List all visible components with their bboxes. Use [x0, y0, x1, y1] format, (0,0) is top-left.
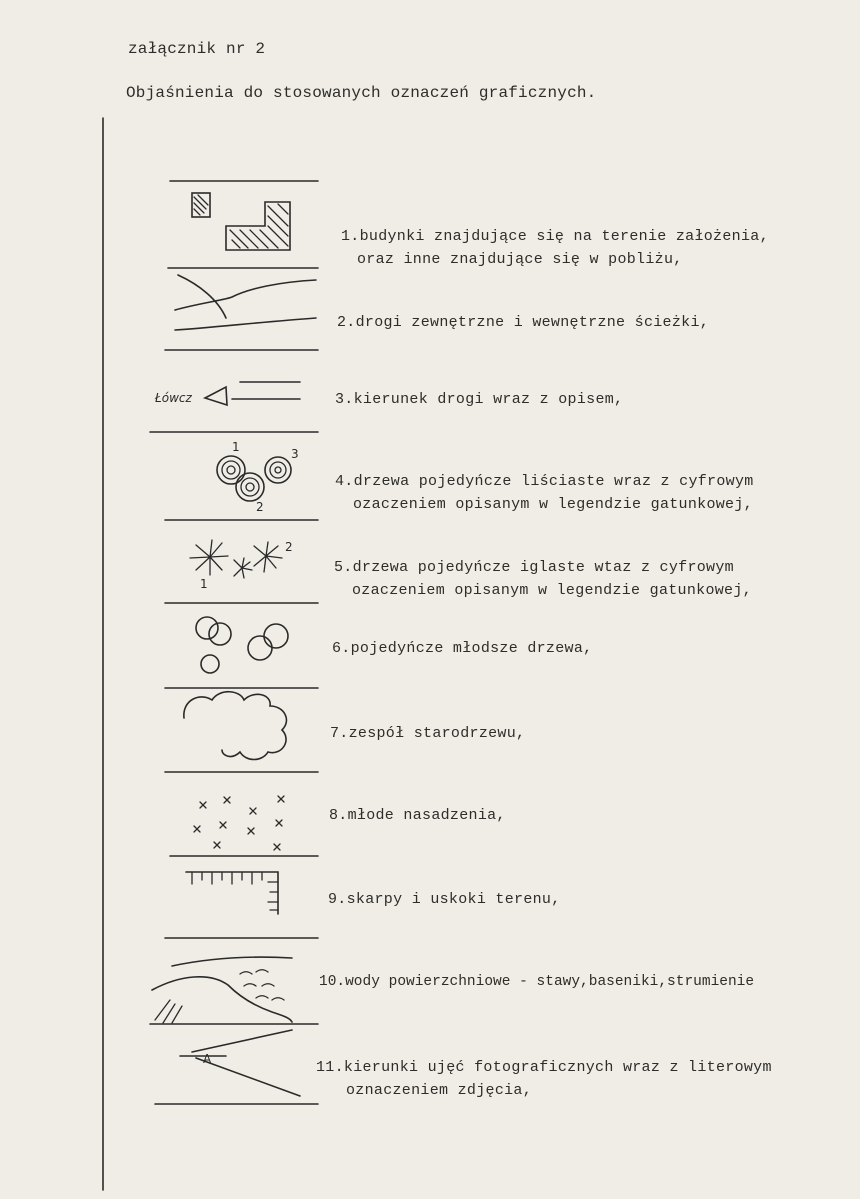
legend-item-5-line1: 5.drzewa pojedyńcze iglaste wtaz z cyfrowym: [334, 559, 734, 576]
surface-water-symbol: [150, 957, 318, 1024]
legend-item-10: [319, 971, 754, 994]
young-plantings-symbol: [170, 796, 318, 856]
annex-label: załącznik nr 2: [128, 40, 266, 58]
legend-item-6: [332, 637, 592, 660]
legend-item-7-line1: 7.zespół starodrzewu,: [330, 725, 526, 742]
legend-item-1: [341, 225, 769, 271]
conifer-number-2: 2: [285, 540, 293, 554]
legend-item-11-line1: 11.kierunki ujęć fotograficznych wraz z literowym: [316, 1059, 772, 1076]
legend-item-8: [329, 804, 506, 827]
legend-item-9-line1: 9.skarpy i uskoki terenu,: [328, 891, 561, 908]
photo-direction-symbol: [155, 1030, 318, 1104]
legend-item-2-line1: 2.drogi zewnętrzne i wewnętrzne ścieżki,: [337, 314, 710, 331]
legend-item-5: [334, 556, 752, 602]
legend-item-2: [337, 311, 709, 334]
roads-symbol: [165, 275, 318, 350]
deciduous-trees-symbol: [165, 456, 318, 520]
road-direction-symbol: [150, 382, 318, 432]
tree-number-1: 1: [232, 440, 240, 454]
legend-item-3-line1: 3.kierunek drogi wraz z opisem,: [335, 391, 624, 408]
photo-letter: A: [203, 1052, 212, 1066]
conifer-trees-symbol: [165, 540, 318, 603]
legend-item-4: [335, 470, 754, 516]
legend-item-9: [328, 888, 561, 911]
old-trees-group-symbol: [165, 692, 318, 772]
legend-item-11: [316, 1056, 772, 1102]
legend-item-5-line2: ozaczeniem opisanym w legendzie gatunkowej,: [352, 582, 752, 599]
legend-item-11-line2: oznaczeniem zdjęcia,: [346, 1082, 533, 1099]
legend-item-10-line1: 10.wody powierzchniowe - stawy,baseniki,strumienie: [319, 974, 755, 990]
young-trees-symbol: [165, 617, 318, 688]
legend-item-6-line1: 6.pojedyńcze młodsze drzewa,: [332, 640, 593, 657]
page-title: Objaśnienia do stosowanych oznaczeń graficznych.: [126, 84, 597, 102]
buildings-symbol: [168, 181, 318, 268]
conifer-number-1: 1: [200, 577, 208, 591]
tree-number-3: 3: [291, 447, 299, 461]
escarpment-symbol: [165, 872, 318, 938]
road-direction-label: Łówcz: [155, 391, 192, 405]
legend-item-1-line2: oraz inne znajdujące się w pobliżu,: [357, 251, 683, 268]
legend-item-7: [330, 722, 525, 745]
legend-item-1-line1: 1.budynki znajdujące się na terenie założenia,: [341, 228, 769, 245]
legend-item-4-line2: ozaczeniem opisanym w legendzie gatunkowej,: [353, 496, 753, 513]
legend-item-3: [335, 388, 623, 411]
tree-number-2: 2: [256, 500, 264, 514]
legend-item-4-line1: 4.drzewa pojedyńcze liściaste wraz z cyfrowym: [335, 473, 754, 490]
legend-item-8-line1: 8.młode nasadzenia,: [329, 807, 506, 824]
